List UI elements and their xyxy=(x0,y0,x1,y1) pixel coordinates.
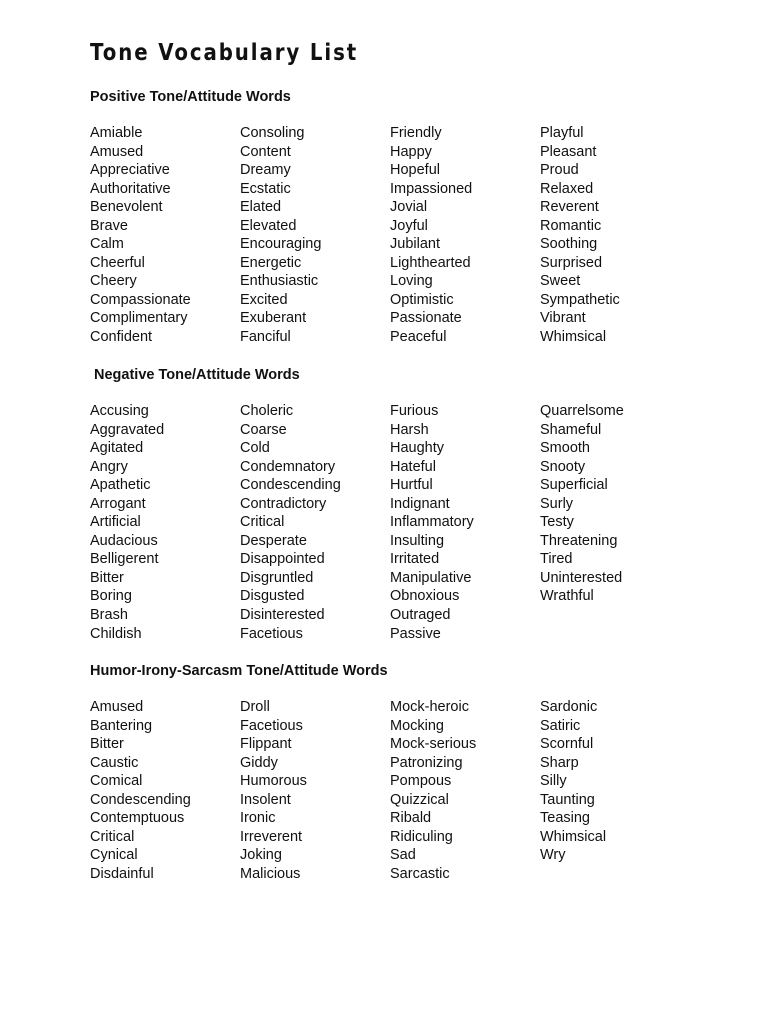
word-item: Apathetic xyxy=(90,477,151,494)
word-item: Hateful xyxy=(390,458,436,475)
word-item: Bitter xyxy=(90,736,124,753)
word-item: Comical xyxy=(90,773,143,790)
word-item: Vibrant xyxy=(540,310,586,327)
word-item: Obnoxious xyxy=(390,588,460,605)
word-item: Outraged xyxy=(390,607,451,624)
word-item: Irritated xyxy=(390,551,440,568)
word-item: Humorous xyxy=(240,773,307,790)
word-item: Wry xyxy=(540,847,566,864)
word-item: Sympathetic xyxy=(540,291,620,308)
word-item: Jubilant xyxy=(390,236,440,253)
word-item: Surprised xyxy=(540,254,603,271)
word-item: Fanciful xyxy=(240,329,291,346)
word-item: Relaxed xyxy=(540,180,594,197)
word-item: Harsh xyxy=(390,421,429,438)
word-item: Elated xyxy=(240,199,282,216)
word-item: Audacious xyxy=(90,532,158,549)
word-item: Disappointed xyxy=(240,551,325,568)
positive-words-section xyxy=(90,87,710,347)
word-item: Facetious xyxy=(240,625,303,642)
word-item: Energetic xyxy=(240,254,302,271)
word-item: Agitated xyxy=(90,440,144,457)
word-item: Complimentary xyxy=(90,310,188,327)
word-item: Optimistic xyxy=(390,291,454,308)
word-item: Exuberant xyxy=(240,310,307,327)
word-item: Reverent xyxy=(540,199,599,216)
word-item: Wrathful xyxy=(540,588,594,605)
word-item: Condescending xyxy=(240,477,341,494)
word-item: Amiable xyxy=(90,125,143,141)
word-item: Disgusted xyxy=(240,588,305,605)
word-item: Sad xyxy=(390,847,416,864)
word-item: Artificial xyxy=(90,514,141,531)
word-item: Soothing xyxy=(540,236,598,253)
word-item: Teasing xyxy=(540,810,590,827)
word-item: Critical xyxy=(240,514,285,531)
word-item: Uninterested xyxy=(540,569,623,586)
humor-words-section xyxy=(90,661,710,883)
word-item: Tired xyxy=(540,551,573,568)
section-heading: Negative Tone/Attitude Words xyxy=(94,367,300,383)
word-item: Mocking xyxy=(390,717,444,734)
word-item: Pleasant xyxy=(540,143,597,160)
word-item: Benevolent xyxy=(90,199,163,216)
word-item: Irreverent xyxy=(240,828,303,845)
word-item: Satiric xyxy=(540,717,581,734)
word-item: Playful xyxy=(540,125,584,141)
word-item: Giddy xyxy=(240,754,278,771)
word-item: Contradictory xyxy=(240,495,327,512)
word-item: Amused xyxy=(90,143,144,160)
word-item: Desperate xyxy=(240,532,307,549)
word-item: Sarcastic xyxy=(390,865,450,882)
word-item: Dreamy xyxy=(240,162,291,179)
word-item: Joyful xyxy=(390,217,428,234)
word-item: Inflammatory xyxy=(390,514,474,531)
word-item: Whimsical xyxy=(540,329,607,346)
word-item: Sharp xyxy=(540,754,579,771)
word-item: Compassionate xyxy=(90,291,191,308)
word-item: Arrogant xyxy=(90,495,146,512)
word-item: Passionate xyxy=(390,310,462,327)
word-item: Disinterested xyxy=(240,607,325,624)
word-item: Bitter xyxy=(90,569,124,586)
word-item: Malicious xyxy=(240,865,301,882)
word-item: Cheery xyxy=(90,273,137,290)
word-item: Smooth xyxy=(540,440,590,457)
word-item: Ironic xyxy=(240,810,276,827)
word-item: Sweet xyxy=(540,273,581,290)
word-item: Furious xyxy=(390,403,439,419)
word-item: Cynical xyxy=(90,847,138,864)
word-item: Manipulative xyxy=(390,569,472,586)
word-item: Hopeful xyxy=(390,162,440,179)
word-grid xyxy=(90,124,710,347)
word-item: Peaceful xyxy=(390,329,447,346)
word-item: Calm xyxy=(90,236,124,253)
word-item: Quarrelsome xyxy=(540,403,624,419)
word-item: Snooty xyxy=(540,458,586,475)
word-item: Condemnatory xyxy=(240,458,336,475)
word-item: Threatening xyxy=(540,532,618,549)
word-item: Cheerful xyxy=(90,254,145,271)
word-item: Disgruntled xyxy=(240,569,314,586)
word-item: Ribald xyxy=(390,810,432,827)
section-heading: Positive Tone/Attitude Words xyxy=(90,89,291,105)
word-item: Choleric xyxy=(240,403,294,419)
word-item: Happy xyxy=(390,143,432,160)
word-item: Passive xyxy=(390,625,441,642)
word-grid xyxy=(90,698,710,883)
word-item: Ecstatic xyxy=(240,180,291,197)
word-empty-cell xyxy=(540,865,690,884)
word-item: Enthusiastic xyxy=(240,273,319,290)
word-item: Facetious xyxy=(240,717,303,734)
word-item: Hurtful xyxy=(390,477,433,494)
word-item: Patronizing xyxy=(390,754,463,771)
word-item: Disdainful xyxy=(90,865,154,882)
word-item: Lighthearted xyxy=(390,254,471,271)
word-item: Whimsical xyxy=(540,828,607,845)
word-item: Silly xyxy=(540,773,567,790)
word-item: Joking xyxy=(240,847,282,864)
word-item: Mock-serious xyxy=(390,736,477,753)
word-item: Amused xyxy=(90,699,144,715)
word-item: Condescending xyxy=(90,791,191,808)
word-item: Elevated xyxy=(240,217,297,234)
word-item: Impassioned xyxy=(390,180,473,197)
word-item: Jovial xyxy=(390,199,428,216)
word-item: Boring xyxy=(90,588,132,605)
word-item: Superficial xyxy=(540,477,608,494)
word-item: Consoling xyxy=(240,125,305,141)
word-item: Content xyxy=(240,143,291,160)
word-item: Insulting xyxy=(390,532,445,549)
word-item: Pompous xyxy=(390,773,452,790)
word-item: Brash xyxy=(90,607,128,624)
word-item: Flippant xyxy=(240,736,292,753)
word-item: Sardonic xyxy=(540,699,598,715)
word-item: Testy xyxy=(540,514,574,531)
word-item: Excited xyxy=(240,291,288,308)
word-item: Haughty xyxy=(390,440,445,457)
word-item: Proud xyxy=(540,162,579,179)
word-item: Mock-heroic xyxy=(390,699,469,715)
word-empty-cell xyxy=(540,606,690,625)
word-item: Childish xyxy=(90,625,142,642)
word-item: Surly xyxy=(540,495,574,512)
word-item: Insolent xyxy=(240,791,291,808)
word-item: Scornful xyxy=(540,736,594,753)
word-item: Authoritative xyxy=(90,180,171,197)
word-item: Romantic xyxy=(540,217,602,234)
word-item: Encouraging xyxy=(240,236,322,253)
word-item: Caustic xyxy=(90,754,139,771)
word-item: Shameful xyxy=(540,421,602,438)
word-item: Contemptuous xyxy=(90,810,185,827)
word-item: Coarse xyxy=(240,421,287,438)
word-item: Ridiculing xyxy=(390,828,453,845)
word-item: Angry xyxy=(90,458,128,475)
word-item: Belligerent xyxy=(90,551,159,568)
word-item: Loving xyxy=(390,273,433,290)
word-empty-cell xyxy=(540,625,690,644)
word-item: Droll xyxy=(240,699,270,715)
negative-words-section xyxy=(90,365,710,643)
word-item: Quizzical xyxy=(390,791,449,808)
word-item: Cold xyxy=(240,440,270,457)
word-item: Brave xyxy=(90,217,128,234)
word-item: Critical xyxy=(90,828,135,845)
word-item: Aggravated xyxy=(90,421,165,438)
word-item: Accusing xyxy=(90,403,149,419)
word-item: Taunting xyxy=(540,791,595,808)
word-item: Confident xyxy=(90,329,153,346)
section-heading: Humor-Irony-Sarcasm Tone/Attitude Words xyxy=(90,663,388,679)
word-grid xyxy=(90,402,710,643)
word-item: Bantering xyxy=(90,717,153,734)
word-item: Indignant xyxy=(390,495,450,512)
document-title: Tone Vocabulary List xyxy=(90,40,359,66)
word-item: Appreciative xyxy=(90,162,170,179)
word-item: Friendly xyxy=(390,125,442,141)
